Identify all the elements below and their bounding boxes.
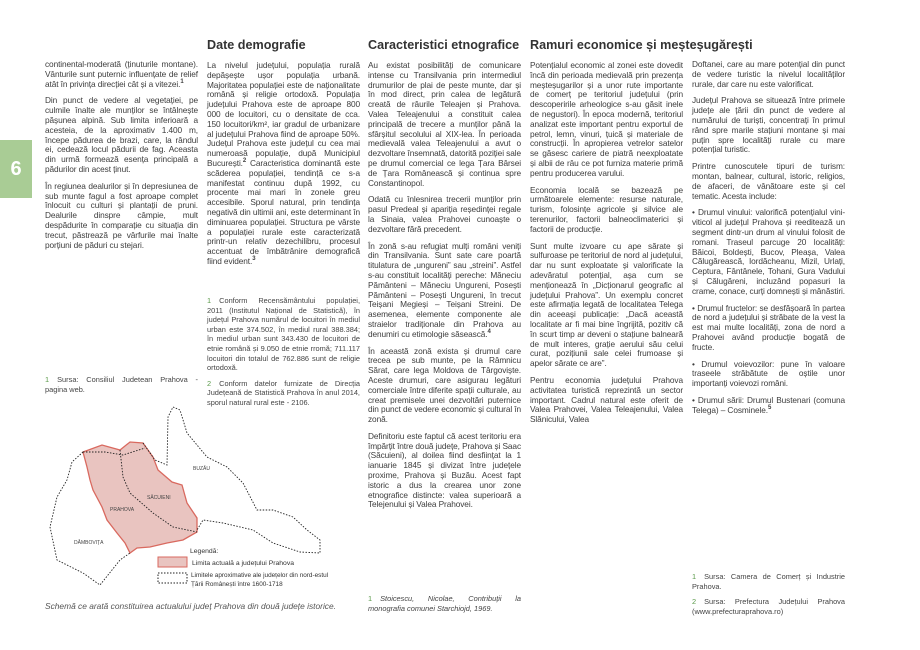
list-item: • Drumul vinului: valorifică potențialul vini-viticol al județul Prahova și reeditează un segment dintr-un drum al vinului folosit de romani. Traseul parcuge 20 localități: Băicoi, Boldești, Bucov, Pleașa, Valea Călugărească, Iordăcheanu, Mizil, Urlați, Ceptura, Fântânele, Tohani, Gura Vadului și Călugăreni, incluzând popasuri la crame, conace, curți domnești și mânăstiri. (692, 207, 845, 296)
section-heading-demografie: Date demografie (207, 38, 306, 52)
footnote-number: 1 (692, 572, 697, 581)
label-dambovita: DÂMBOVIȚA (74, 540, 104, 546)
page-number-tab (0, 140, 32, 198)
footnote-ref: 2 (242, 158, 247, 165)
footnote-number: 1 (45, 375, 50, 384)
footnote-text: Conform Recensământului populației, 2011 (Institutul Național de Statistică), în județul Prahova numărul de locuitori în mediul urban este 374.502, în mediul rural 388.384; în mediul urban sunt 343.430 de locuitori de etnie română și 9.050 de etnie rromă; 711.117 locuitori din totalul de 762.886 sunt de religie ortodoxă. (207, 296, 360, 373)
footnote-ref: 5 (767, 404, 772, 411)
paragraph: Pentru economia județului Prahova activitatea turistică reprezintă un sector important. Cadrul natural este oferit de Valea Prahovei, Valea Teleajenului, Valea Slănicului, Valea (530, 374, 683, 425)
map-caption: Schemă ce arată constituirea actualului județ Prahova din două județe istorice. (45, 601, 336, 611)
list-item (692, 396, 845, 416)
label-buzau: BUZĂU (193, 466, 210, 472)
column-economice (530, 61, 683, 432)
paragraph: Doftanei, care au mare potențial din punct de vedere turistic la nivelul localităților rurale, dar care nu este valorificat. (692, 59, 845, 89)
paragraph (45, 60, 198, 89)
paragraph: Printre cunoscutele tipuri de turism: montan, balnear, cultural, istoric, religios, de afaceri, de vânătoare este și cel tematic. Acesta include: (692, 161, 845, 201)
list-item-text: • Drumul sării: Drumul Bustenari (comuna Telega) – Cosminele. (692, 394, 845, 415)
footnote-number: 2 (692, 597, 697, 607)
footnote-text: Conform datelor furnizate de Direcția Județeană de Statistică Prahova în anul 2014, sporul natural rural este - 2106. (207, 378, 360, 407)
column-climate (45, 60, 198, 257)
footnotes-col1 (45, 375, 198, 400)
footnote-number: 1 (207, 296, 212, 305)
footnote-text: Sursa: Prefectura Județului Prahova (www.prefecturaprahova.ro) (692, 597, 845, 616)
footnote-number: 2 (207, 378, 212, 388)
paragraph: Sunt multe izvoare cu ape sărate și sulfuroase pe teritoriul de nord al județului, dar nu sunt exploatate și valorificate la adevăratul potențial, așa cum se menționează în „Dicționarul geografic al județului Prahova”. Un exemplu concret este afirmația legată de localitatea Telega din aceeași publicație: „Dacă această localitate ar fi mai bine îngrijită, pozitiv că în scurt timp ar deveni o stațiune balneară de mult interes, grație aerului său celui curat, pozițiunii sale celei frumoase și apelor sărate ce are”. (530, 240, 683, 369)
legend-title: Legendă: (190, 548, 219, 555)
footnote-ref: 3 (252, 256, 256, 263)
footnote-author: Stoicescu, Nicolae, (380, 594, 469, 603)
footnote (45, 375, 198, 394)
legend-current-swatch (158, 557, 187, 567)
paragraph: În această zonă exista și drumul care trecea pe sub munte, pe la Râmnicu Sărat, care lega Moldova de Târgoviște. Aceste drumuri, care asigurau legături comerciale între diferite spații culturale, au creat premisele unei dezvoltări puternice din punct de vedere economic și cultural în zonă. (368, 345, 521, 425)
page-number: 6 (10, 157, 22, 180)
legend-current-label: Limita actuală a județului Prahova (192, 560, 295, 567)
paragraph-text: La nivelul județului, populația rurală depășește ușor populația urbană. Majoritatea populației este de naționalitate română și religie ortodoxă. Populația județului Prahova este de aproape 800 000 de locuitori, cu o densitate de cca. 150 locuitori/km², iar gradul de urbanizare al județului Prahova fiind de aproape 50%. Județul Prahova este județul cu cea mai numeroasă populație, după Municipiul București. (207, 60, 360, 168)
column-turism (692, 60, 845, 423)
paragraph (207, 61, 360, 267)
footnote-year: , 1969. (469, 603, 493, 613)
historical-counties-map (40, 400, 360, 600)
legend-historic-swatch (158, 573, 187, 583)
paragraph-text: Caracteristica dominantă este scăderea populației, tendință ce s-a manifestat continuu după 1992, cu procente mai mari în zonele greu accesibile. Sporul natural, prin tendința negativă din ultimii ani, este determinant în diminuarea populației. Structura pe vârste a populației rurale este caracterizată printr-un relativ dezechilibru, procesul accentuat de îmbătrânire demografică fiind evident. (207, 157, 360, 266)
footnote (368, 594, 521, 613)
footnote-text: Sursa: Camera de Comerț și Industrie Prahova. (692, 572, 845, 591)
footnote (207, 296, 360, 373)
paragraph (368, 242, 521, 340)
footnote-ref: 4 (487, 328, 491, 335)
paragraph: Odată cu înlesnirea trecerii munților prin pasul Predeal și apariția reședinței regale la Sinaia, valea Prahovei cunoaște o dezvoltare fără precedent. (368, 194, 521, 234)
footnote (692, 572, 845, 591)
footnotes-col3 (368, 594, 521, 619)
label-sacuieni: SĂCUIENI (147, 495, 171, 501)
label-prahova: PRAHOVA (110, 507, 135, 513)
paragraph: Definitoriu este faptul că acest teritoriu era împărțit între două județe, Prahova și Saac (Săcuieni), al doilea fiind desființat la 1 ianuarie 1845 și divizat între județele proxime, Prahova și Buzău. Acest fapt istoric a dus la crearea unor zone etnografice distincte: valea superioară a Telejenului și Valea Prahovei. (368, 430, 521, 510)
footnote-ref: 1 (180, 78, 184, 85)
paragraph: În regiunea dealurilor și în depresiunea de sub munte fagul a fost aproape complet înlocuit cu culturi și plantații de pruni. Dealurile dinspre câmpie, mult despădurite în comparație cu situația din trecut, păstrează pe vârfurile mai înalte porțiuni de păduri cu stejari. (45, 180, 198, 250)
section-heading-economice: Ramuri economice și meșteșugărești (530, 38, 753, 52)
legend-historic-label: Țării Românești între 1600-1718 (191, 581, 283, 588)
paragraph: Potențialul economic al zonei este dovedit încă din perioada medievală prin prezența meșteșugarilor și a unor rute importante de comerț pe teritoriul județului (prin descoperirile arheologice s-au găsit inele de negustori). În epoca modernă, teritoriul analizat este important pentru exportul de petrol, lemn, vinuri, țuică și materiale de construcții. În apropierea vetrelor satelor se găsesc cariere de piatră neexploatate și albii de râu ce pot furniza materie primă pentru producerea varului. (530, 60, 683, 178)
footnotes-col2 (207, 296, 360, 414)
paragraph-text: continental-moderată (ținuturile montane). Vânturile sunt puternic influențate de relief atât în privința direcției cât și a vitezei. (45, 59, 198, 89)
column-demografie (207, 61, 360, 274)
list-item: • Drumul fructelor: se desfășoară în partea de nord a județului și străbate de la vest la est mai multe localități, zona de nord a Prahovei având producție bogată de fructe. (692, 302, 845, 352)
footnote-number: 1 (368, 594, 373, 603)
paragraph: Județul Prahova se situează între primele județe ale țării din punct de vedere al numărului de turiști, concentrați în primul rând spre marile stațiuni montane și mai puțin spre localități rurale cu mare potențial turistic. (692, 95, 845, 155)
footnote-text: Sursa: Consiliul Judetean Prahova - pagina web. (45, 375, 198, 394)
paragraph: Au existat posibilități de comunicare intense cu Transilvania prin intermediul drumurilor de plai de peste munte, dar și în mod direct, prin calea de legătură creată de râurile Teleajen și Prahova. Valea Teleajenului a constituit calea principală de trecere a munților până la sfârșitul secolului al XIX-lea. În perioada medievală valea Teleajenului a avut o dezvoltare însemnată, datorită poziției sale pe drumul comercial ce lega Țara Bârsei de Țara Românească și continua spre Constantinopol. (368, 60, 521, 188)
column-etnografice (368, 61, 521, 517)
list-item: • Drumul voievozilor: pune în valoare traseele străbătute de oștile unor importanți voievozi români. (692, 358, 845, 389)
paragraph: Economia locală se bazează pe următoarele elemente: resurse naturale, turism, folosințe agricole și silvice ale terenurilor, factorii balneoclimaterici și factorii de producție. (530, 184, 683, 234)
footnote (692, 597, 845, 616)
section-heading-etnografice: Caracteristici etnografice (368, 38, 520, 52)
prahova-current-boundary (83, 442, 197, 553)
paragraph: Din punct de vedere al vegetației, pe culmile înalte ale munților se întâlnește pășunea alpină. Sub limita inferioară a acesteia, de la aproximativ 1.400 m, începe pădurea de brazi, care, la rândul ei, cedează locul pădurii de fag. Aceasta din urmă formează esența principală a pădurilor din acest ținut. (45, 95, 198, 174)
footnote-title: Contribuții la monografia comunei Starchiojd (368, 594, 522, 613)
legend-historic-label: Limitele aproximative ale județelor din nord-estul (191, 572, 329, 579)
paragraph-text: În zonă s-au refugiat mulți români veniți din Transilvania. Sunt sate care poartă titulatura de „ungureni” sau „streini”. Astfel s-au constituit localități pereche: Măneciu Pământeni – Măneciu Ungureni, Posești Pământeni – Posești Ungureni, în trecut Teișani Megieși – Teișani Streini. De asemenea, elemente componente ale straielor tradiționale din Prahova au denumiri cu etimologie săsească. (368, 240, 521, 339)
footnotes-col5 (692, 572, 845, 622)
